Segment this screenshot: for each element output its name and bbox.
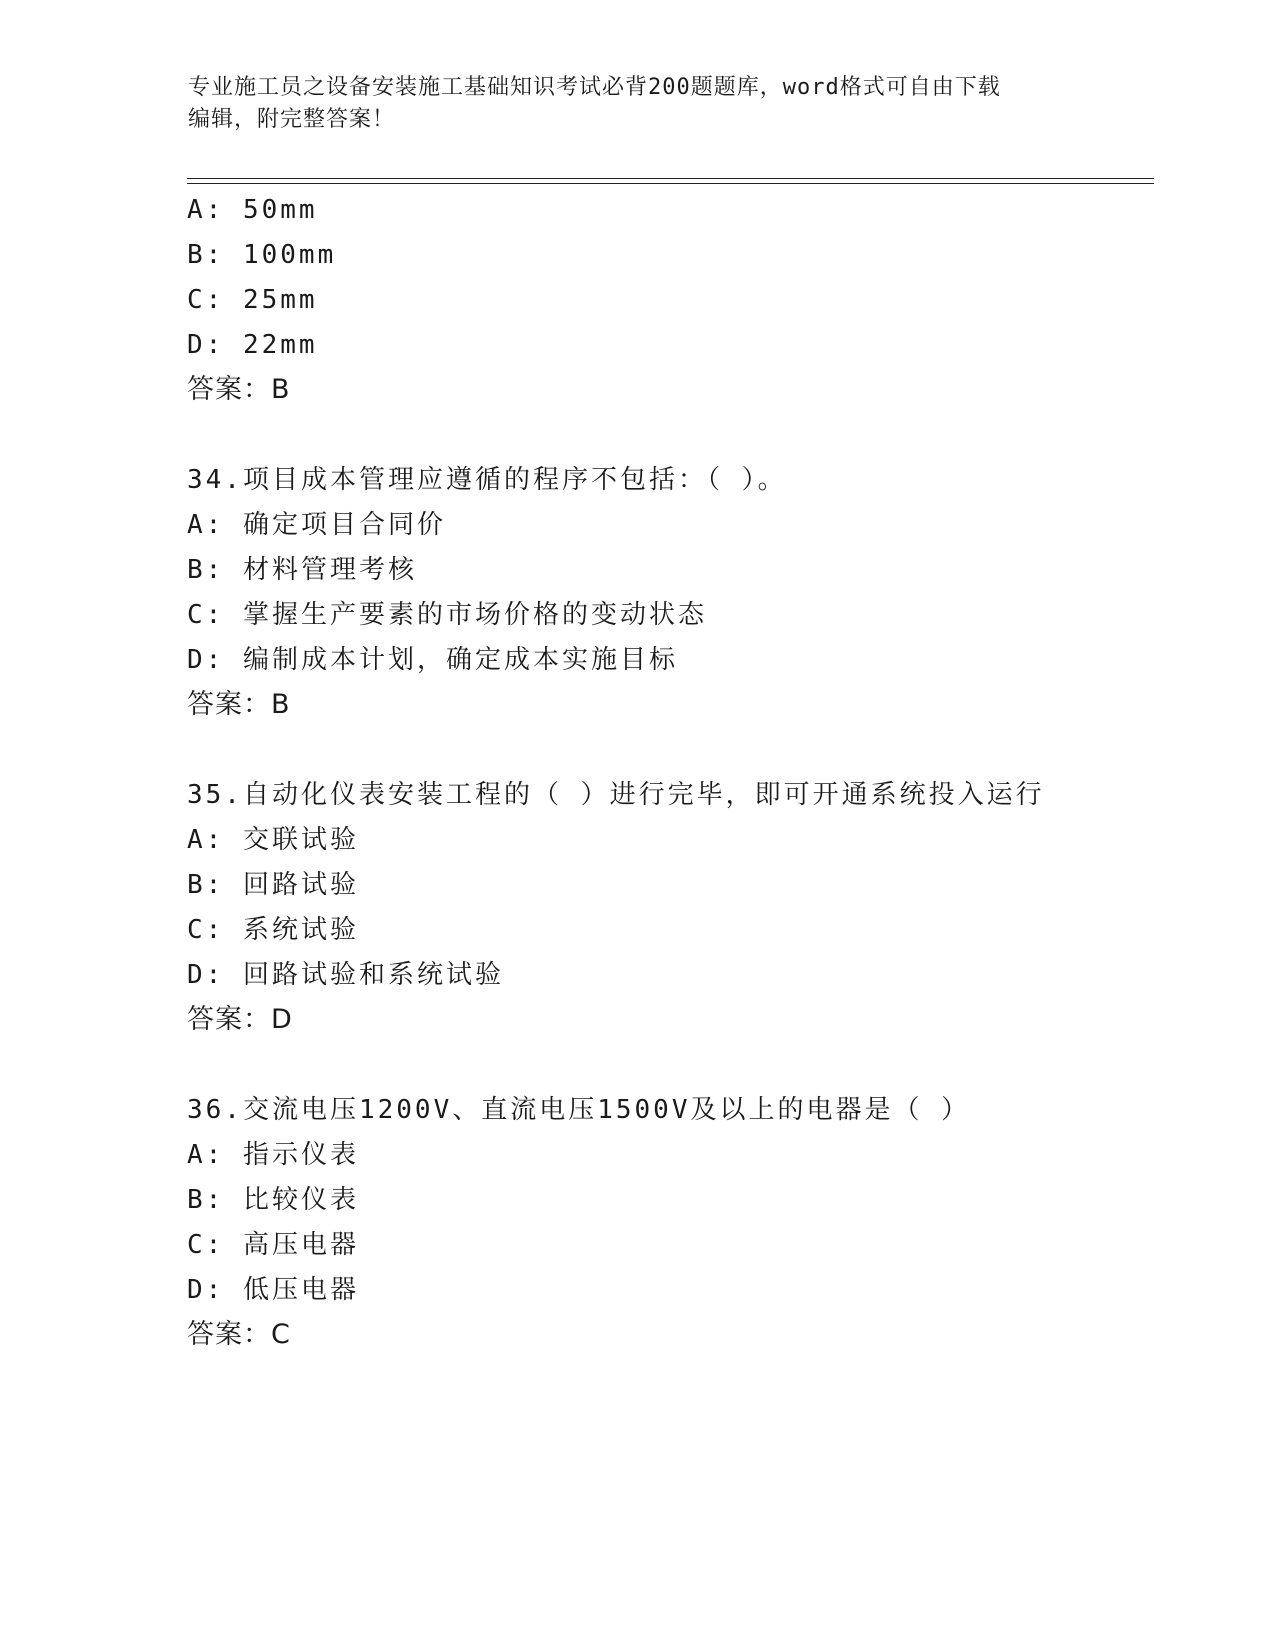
q33-option-d: D: 22mm <box>187 330 318 360</box>
q34-option-d: D: 编制成本计划，确定成本实施目标 <box>187 645 678 675</box>
q33-option-c: C: 25mm <box>187 285 318 315</box>
q35-option-d: D: 回路试验和系统试验 <box>187 960 504 990</box>
q34-question: 34.项目成本管理应遵循的程序不包括：（ ）。 <box>187 465 787 495</box>
q34-answer: 答案：B <box>187 689 291 720</box>
q35-question: 35.自动化仪表安装工程的（ ）进行完毕，即可开通系统投入运行 <box>187 780 1045 810</box>
q35-option-b: B: 回路试验 <box>187 870 359 900</box>
header-title-line2: 编辑，附完整答案！ <box>188 107 396 132</box>
q36-option-a: A: 指示仪表 <box>187 1140 359 1170</box>
q33-answer: 答案：B <box>187 374 291 405</box>
q36-answer: 答案：C <box>187 1319 291 1350</box>
q34-option-c: C: 掌握生产要素的市场价格的变动状态 <box>187 600 707 630</box>
q34-option-b: B: 材料管理考核 <box>187 555 417 585</box>
header-title-line1: 专业施工员之设备安装施工基础知识考试必背200题题库，word格式可自由下载 <box>188 75 1001 100</box>
q35-option-c: C: 系统试验 <box>187 915 359 945</box>
q35-option-a: A: 交联试验 <box>187 825 359 855</box>
q36-option-b: B: 比较仪表 <box>187 1185 359 1215</box>
q35-answer: 答案：D <box>187 1004 293 1035</box>
document-header <box>188 72 1088 136</box>
header-divider-bottom <box>187 183 1154 184</box>
q36-option-c: C: 高压电器 <box>187 1230 359 1260</box>
q33-option-a: A: 50mm <box>187 195 318 225</box>
q36-question: 36.交流电压1200V、直流电压1500V及以上的电器是（ ） <box>187 1095 971 1125</box>
q34-option-a: A: 确定项目合同价 <box>187 510 446 540</box>
header-divider-top <box>187 178 1154 179</box>
q33-option-b: B: 100mm <box>187 240 337 270</box>
q36-option-d: D: 低压电器 <box>187 1275 359 1305</box>
